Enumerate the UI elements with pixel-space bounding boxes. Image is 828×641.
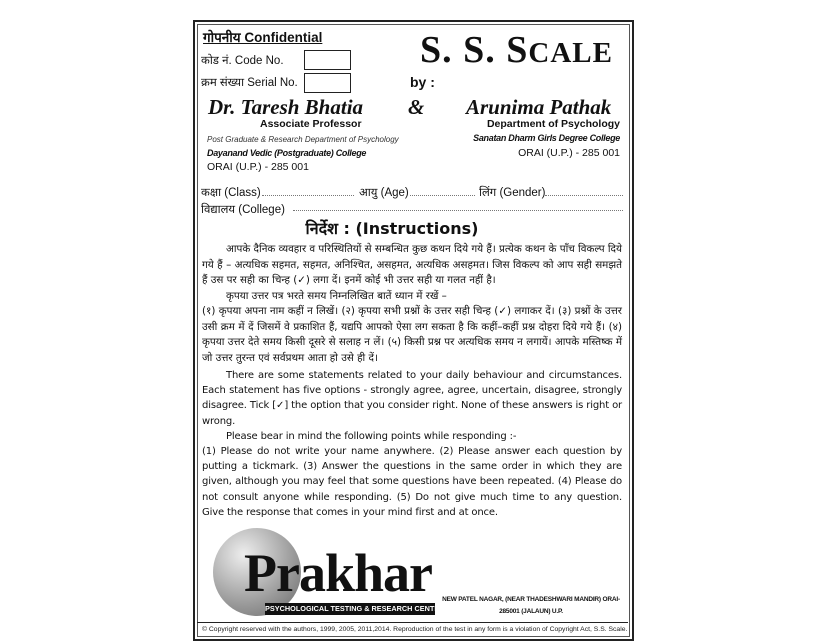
author-1-department: Post Graduate & Research Department of Psychology [207, 135, 399, 144]
college-label: विद्यालय (College) [201, 204, 285, 216]
publisher-address [438, 596, 624, 615]
copyright-notice: © Copyright reserved with the authors, 1999, 2005, 2011,2014. Reproduction of the test in any form is a violation of Copyright Act, S.S. Scale. [202, 626, 628, 634]
author-2-college: Sanatan Dharm Girls Degree College [473, 133, 620, 143]
hindi-paragraph-2: कृपया उत्तर पत्र भरते समय निम्नलिखित बातें ध्यान में रखें – [226, 289, 447, 302]
publisher-address-line-1: NEW PATEL NAGAR, (NEAR THADESHWARI MANDIR) ORAI- [442, 596, 620, 604]
scale-title: S. S. SCALE [420, 29, 613, 71]
publisher-tagline: PSYCHOLOGICAL TESTING & RESEARCH CENTRE [265, 604, 445, 614]
author-1-position: Associate Professor [260, 118, 362, 130]
author-2-address: ORAI (U.P.) - 285 001 [518, 147, 620, 159]
ampersand: & [408, 95, 425, 119]
english-instructions [202, 368, 622, 520]
age-label: आयु (Age) [359, 187, 409, 199]
serial-label: क्रम संख्या Serial No. [201, 77, 298, 89]
publisher-block [202, 528, 622, 620]
hindi-paragraph-3: (१) कृपया अपना नाम कहीं न लिखें। (२) कृपया सभी प्रश्नों के उत्तर सही चिन्ह (✓) लगाकर दें। (३) प्रश्नों के उत्तर उसी क्रम में दें जिसमें वे प्रकाशित हैं, यद्यपि आपको ऐसा लग सकता है कि कहीं–कहीं प्रश्न दोहरा दिये गये हैं। (४) कृपया उत्तर देते समय किसी दूसरे से सलाह न लें। (५) किसी प्रश्न पर अत्यधिक समय न लगायें। आपके मस्तिष्क में जो उत्तर तुरन्त एवं सर्वप्रथम आता हो उसे ही दें। [202, 305, 622, 364]
publisher-logo-text: Prakhar [244, 543, 432, 604]
english-paragraph-2: Please bear in mind the following points while responding :- [226, 430, 517, 442]
hindi-instructions [202, 242, 622, 366]
confidential-label: गोपनीय Confidential [203, 30, 323, 45]
author-1-college: Dayanand Vedic (Postgraduate) College [207, 148, 367, 158]
author-2-position: Department of Psychology [486, 118, 620, 130]
author-1-name: Dr. Taresh Bhatia [208, 95, 364, 119]
class-label: कक्षा (Class) [201, 187, 261, 199]
publisher-address-line-2: 285001 (JALAUN) U.P. [499, 608, 563, 616]
code-label: कोड नं. Code No. [201, 55, 284, 67]
instructions-heading: निर्देश : (Instructions) [305, 219, 479, 238]
english-paragraph-3: (1) Please do not write your name anywhere. (2) Please answer each question by putting a tickmark. (3) Answer the questions in the same order in which they are given, although you may feel that some questions have been repeated. (4) Please do not consult anyone while responding. (5) Do not give much time to any question. Give the response that comes in your mind first and at once. [202, 446, 622, 518]
gender-label: लिंग (Gender) [479, 187, 546, 199]
author-1-address: ORAI (U.P.) - 285 001 [207, 161, 309, 173]
author-2-name: Arunima Pathak [466, 95, 612, 119]
english-paragraph-1: There are some statements related to your daily behaviour and circumstances. Each statement has five options - strongly agree, agree, uncertain, disagree, strongly disagree. Tick [✓] the option that you consider right. None of these answers is right or wrong. [202, 370, 622, 427]
page-outer-border [193, 20, 634, 641]
hindi-paragraph-1: आपके दैनिक व्यवहार व परिस्थितियों से सम्बन्धित कुछ कथन दिये गये हैं। प्रत्येक कथन के पाँच विकल्प दिये गये हैं – अत्यधिक सहमत, सहमत, अनिश्चित, असहमत, अत्यधिक असहमत। जिस विकल्प को आप सही समझते हैं उस पर सही का चिन्ह (✓) लगा दें। इनमें कोई भी उत्तर सही या गलत नहीं है। [202, 243, 622, 286]
instructions-section [195, 22, 628, 639]
by-label: by : [410, 74, 435, 90]
